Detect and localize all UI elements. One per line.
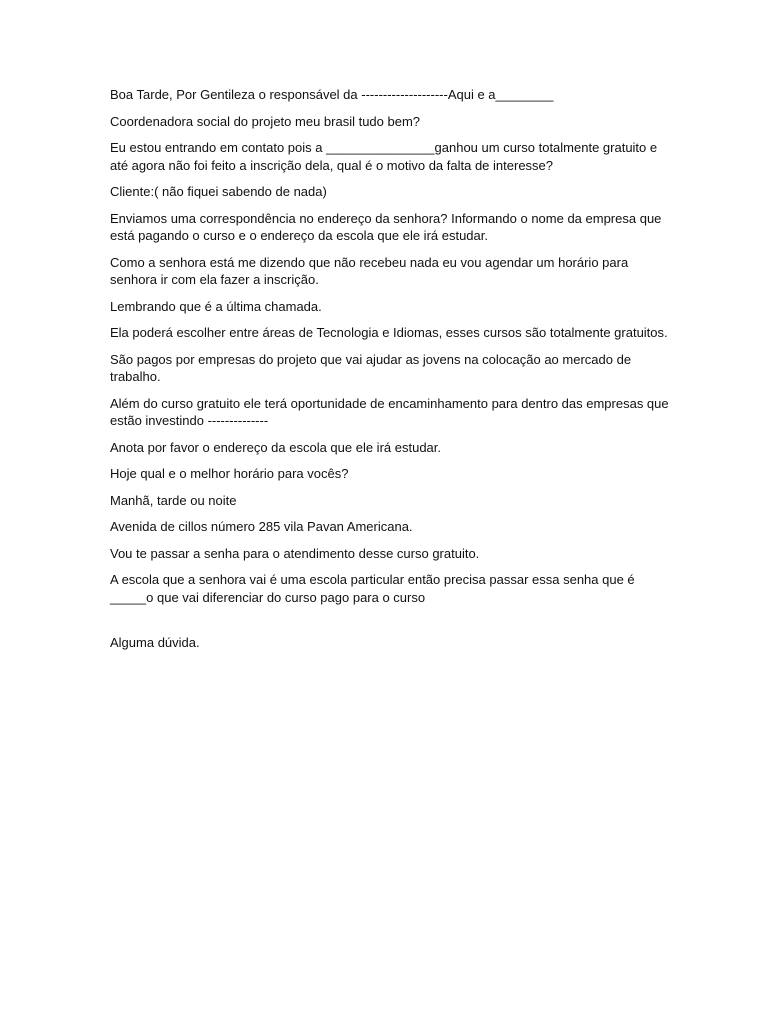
paragraph-client-reply: Cliente:( não fiquei sabendo de nada) <box>110 184 327 199</box>
paragraph-address-request: Anota por favor o endereço da escola que ele irá estudar. <box>110 439 441 455</box>
paragraph-schedule: Como a senhora está me dizendo que não recebeu nada eu vou agendar um horário para senhora ir com ela fazer a inscrição. <box>110 254 632 287</box>
paragraph-areas: Ela poderá escolher entre áreas de Tecnologia e Idiomas, esses cursos são totalmente gratuitos. <box>110 325 668 340</box>
paragraph-greeting: Boa Tarde, Por Gentileza o responsável da --------------------Aqui e a________ <box>110 87 554 102</box>
paragraph-best-time: Hoje qual e o melhor horário para vocês? <box>110 466 349 481</box>
paragraph-contact-reason: Eu estou entrando em contato pois a _______________ganhou um curso totalmente gratuito e até agora não foi feito a inscrição dela, qual é o motivo da falta de interesse? <box>110 140 661 173</box>
paragraph-sponsors: São pagos por empresas do projeto que vai ajudar as jovens na colocação ao mercado de trabalho. <box>110 351 635 384</box>
paragraph-address: Avenida de cillos número 285 vila Pavan Americana. <box>110 519 413 534</box>
paragraph-private-school: A escola que a senhora vai é uma escola particular então precisa passar essa senha que é _____o que vai diferenciar do curso pago para o curso <box>110 572 639 605</box>
paragraph-correspondence: Enviamos uma correspondência no endereço da senhora? Informando o nome da empresa que está pagando o curso e o endereço da escola que ele irá estudar. <box>110 210 666 243</box>
paragraph-last-call: Lembrando que é a última chamada. <box>110 298 322 314</box>
paragraph-questions: Alguma dúvida. <box>110 635 200 650</box>
paragraph-time-options: Manhã, tarde ou noite <box>110 492 237 508</box>
paragraph-opportunity: Além do curso gratuito ele terá oportunidade de encaminhamento para dentro das empresas que estão investindo -------------- <box>110 395 673 428</box>
paragraph-password: Vou te passar a senha para o atendimento desse curso gratuito. <box>110 545 480 561</box>
paragraph-coordinator: Coordenadora social do projeto meu brasil tudo bem? <box>110 113 421 129</box>
document-body <box>110 86 673 661</box>
